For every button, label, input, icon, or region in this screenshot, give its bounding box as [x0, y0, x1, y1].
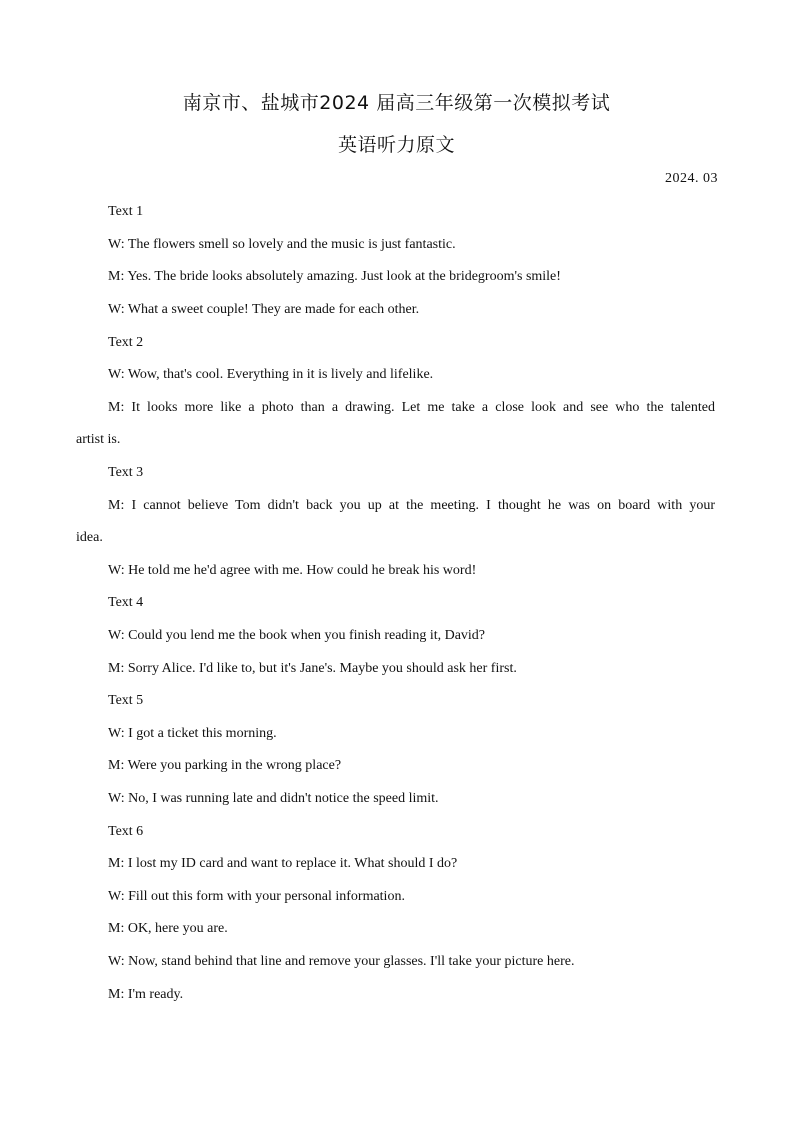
dialogue-line: M: It looks more like a photo than a drawing. Let me take a close look and see who the talented	[108, 400, 715, 415]
dialogue-line: M: Yes. The bride looks absolutely amazing. Just look at the bridegroom's smile!	[108, 269, 561, 284]
dialogue-line: W: Fill out this form with your personal information.	[108, 889, 405, 904]
dialogue-line: M: I lost my ID card and want to replace it. What should I do?	[108, 856, 458, 871]
dialogue-line: W: He told me he'd agree with me. How could he break his word!	[108, 563, 477, 578]
document-subtitle: 英语听力原文	[337, 134, 455, 156]
section-heading-text-6: Text 6	[108, 824, 144, 839]
dialogue-line-continuation: idea.	[76, 530, 103, 545]
dialogue-line: W: No, I was running late and didn't notice the speed limit.	[108, 791, 439, 806]
section-heading-text-3: Text 3	[108, 465, 144, 480]
dialogue-line: M: I'm ready.	[108, 987, 184, 1002]
document-date: 2024. 03	[665, 171, 718, 186]
section-heading-text-2: Text 2	[108, 335, 144, 350]
dialogue-line: M: Were you parking in the wrong place?	[108, 758, 342, 773]
dialogue-line: W: Could you lend me the book when you finish reading it, David?	[108, 628, 486, 643]
section-heading-text-1: Text 1	[108, 204, 144, 219]
document-title: 南京市、盐城市2024 届高三年级第一次模拟考试	[182, 92, 611, 114]
dialogue-line-continuation: artist is.	[76, 432, 121, 447]
dialogue-line: W: What a sweet couple! They are made for each other.	[108, 302, 420, 317]
section-heading-text-4: Text 4	[108, 595, 144, 610]
dialogue-line: M: Sorry Alice. I'd like to, but it's Jane's. Maybe you should ask her first.	[108, 661, 517, 676]
dialogue-line: M: OK, here you are.	[108, 921, 228, 936]
section-heading-text-5: Text 5	[108, 693, 144, 708]
dialogue-line: W: Wow, that's cool. Everything in it is lively and lifelike.	[108, 367, 434, 382]
dialogue-line: M: I cannot believe Tom didn't back you up at the meeting. I thought he was on board with your	[108, 498, 715, 513]
dialogue-line: W: The flowers smell so lovely and the music is just fantastic.	[108, 237, 456, 252]
dialogue-line: W: Now, stand behind that line and remove your glasses. I'll take your picture here.	[108, 954, 575, 969]
dialogue-line: W: I got a ticket this morning.	[108, 726, 277, 741]
